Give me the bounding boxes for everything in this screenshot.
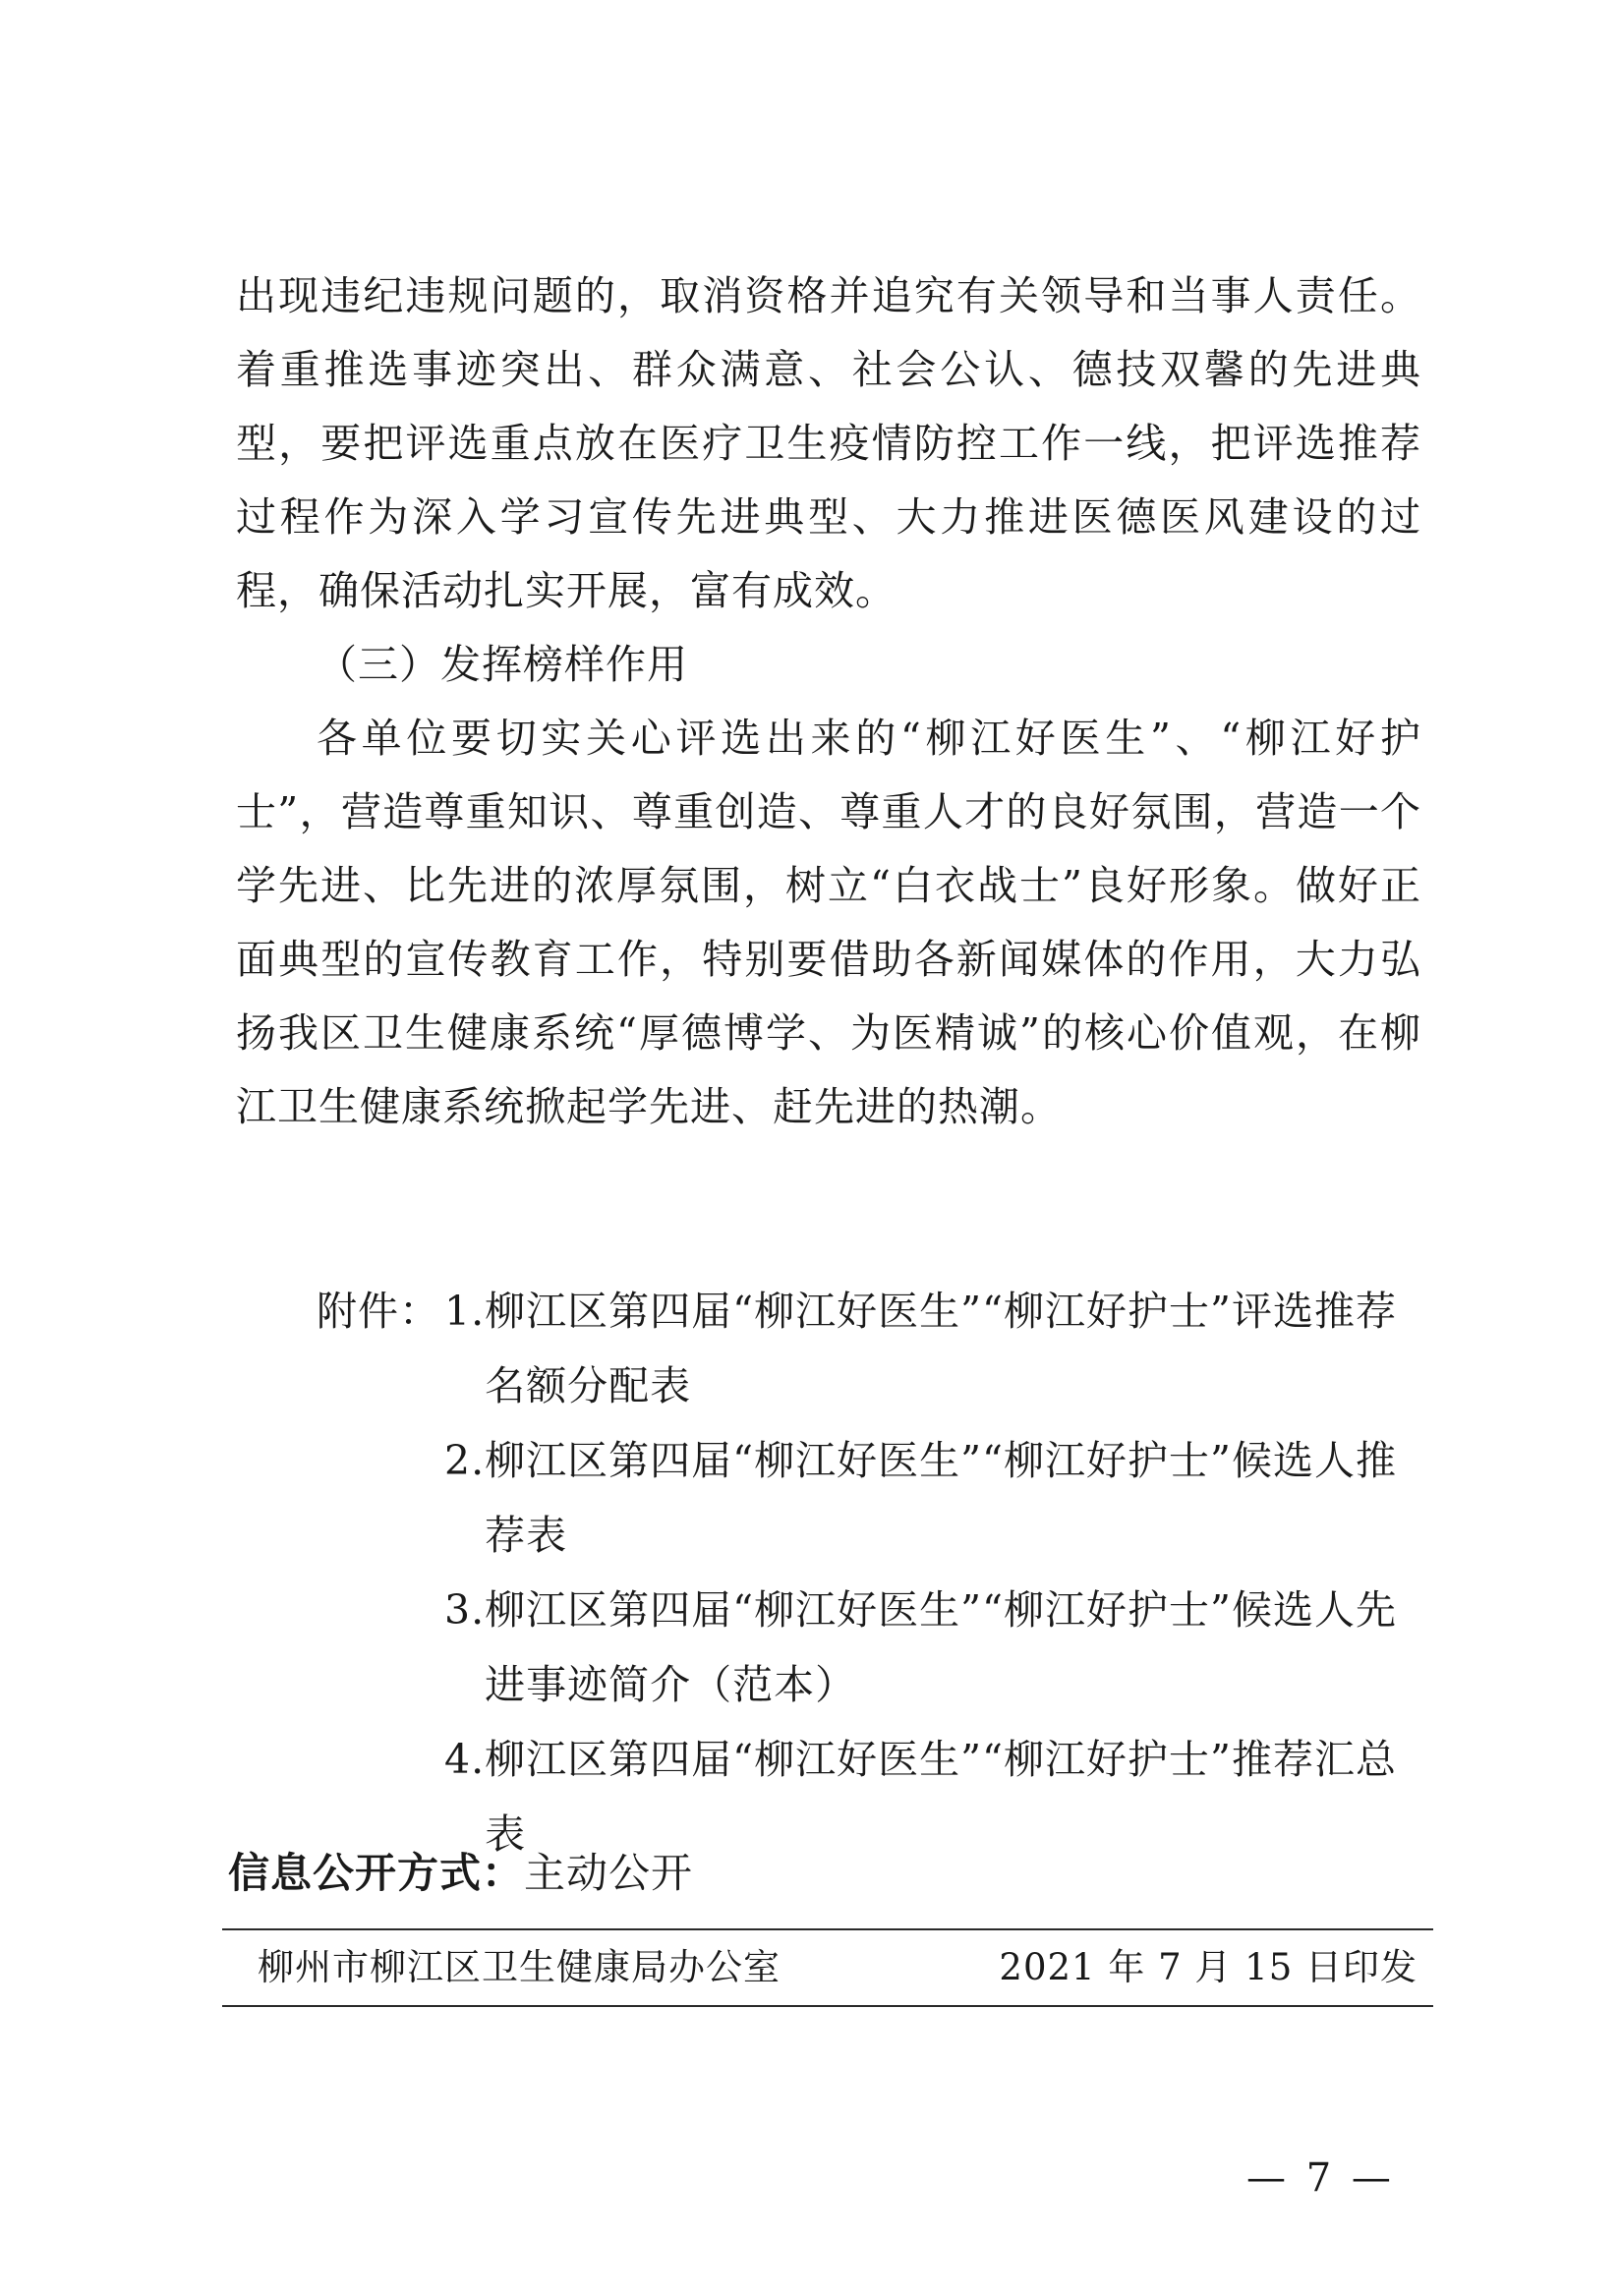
attachment-number: 1. xyxy=(444,1288,486,1335)
paragraph-1: 出现违纪违规问题的，取消资格并追究有关领导和当事人责任。着重推选事迹突出、群众满意、社会公认、德技双馨的先进典型，要把评选重点放在医疗卫生疫情防控工作一线，把评选推荐过程作为深入学习宣传先进典型、大力推进医德医风建设的过程，确保活动扎实开展，富有成效。 xyxy=(236,272,1421,614)
disclosure-label: 信息公开方式： xyxy=(228,1849,525,1897)
footer-top-rule xyxy=(222,1928,1433,1930)
attachment-title-cont: 进事迹简介（范本） xyxy=(485,1661,857,1708)
attachment-item-1 xyxy=(317,1274,1427,1423)
attachment-title: 柳江区第四届“柳江好医生”“柳江好护士”推荐汇总表 xyxy=(485,1736,1397,1858)
attachment-title: 柳江区第四届“柳江好医生”“柳江好护士”候选人推 xyxy=(485,1437,1397,1484)
disclosure-method xyxy=(228,1844,693,1903)
page-number: — 7 — xyxy=(1246,2155,1395,2201)
attachment-title-cont: 名额分配表 xyxy=(485,1362,692,1409)
issuance-footer xyxy=(258,1938,1418,1997)
issuer-name: 柳州市柳江区卫生健康局办公室 xyxy=(258,1946,781,1988)
section-heading-3: （三）发挥榜样作用 xyxy=(317,641,688,688)
attachment-item-3 xyxy=(317,1573,1427,1722)
issue-date: 2021 年 7 月 15 日印发 xyxy=(999,1946,1418,1988)
paragraph-2: 各单位要切实关心评选出来的“柳江好医生”、“柳江好护士”，营造尊重知识、尊重创造、尊重人才的良好氛围，营造一个学先进、比先进的浓厚氛围，树立“白衣战士”良好形象。做好正面典型的宣传教育工作，特别要借助各新闻媒体的作用，大力弘扬我区卫生健康系统“厚德博学、为医精诚”的核心价值观，在柳江卫生健康系统掀起学先进、赶先进的热潮。 xyxy=(236,715,1421,1130)
attachment-number: 4. xyxy=(444,1736,486,1783)
attachment-item-2 xyxy=(317,1423,1427,1573)
attachment-title-cont: 荐表 xyxy=(485,1512,568,1559)
attachment-title: 柳江区第四届“柳江好医生”“柳江好护士”评选推荐 xyxy=(485,1288,1397,1335)
attachments-list xyxy=(317,1274,1427,1871)
footer-bottom-rule xyxy=(222,2005,1433,2007)
attachment-title: 柳江区第四届“柳江好医生”“柳江好护士”候选人先 xyxy=(485,1586,1397,1634)
attachments-label: 附件： xyxy=(317,1288,440,1335)
body-text xyxy=(236,259,1421,1144)
disclosure-value: 主动公开 xyxy=(524,1849,694,1897)
attachment-number: 2. xyxy=(444,1437,486,1484)
attachment-number: 3. xyxy=(444,1586,486,1634)
